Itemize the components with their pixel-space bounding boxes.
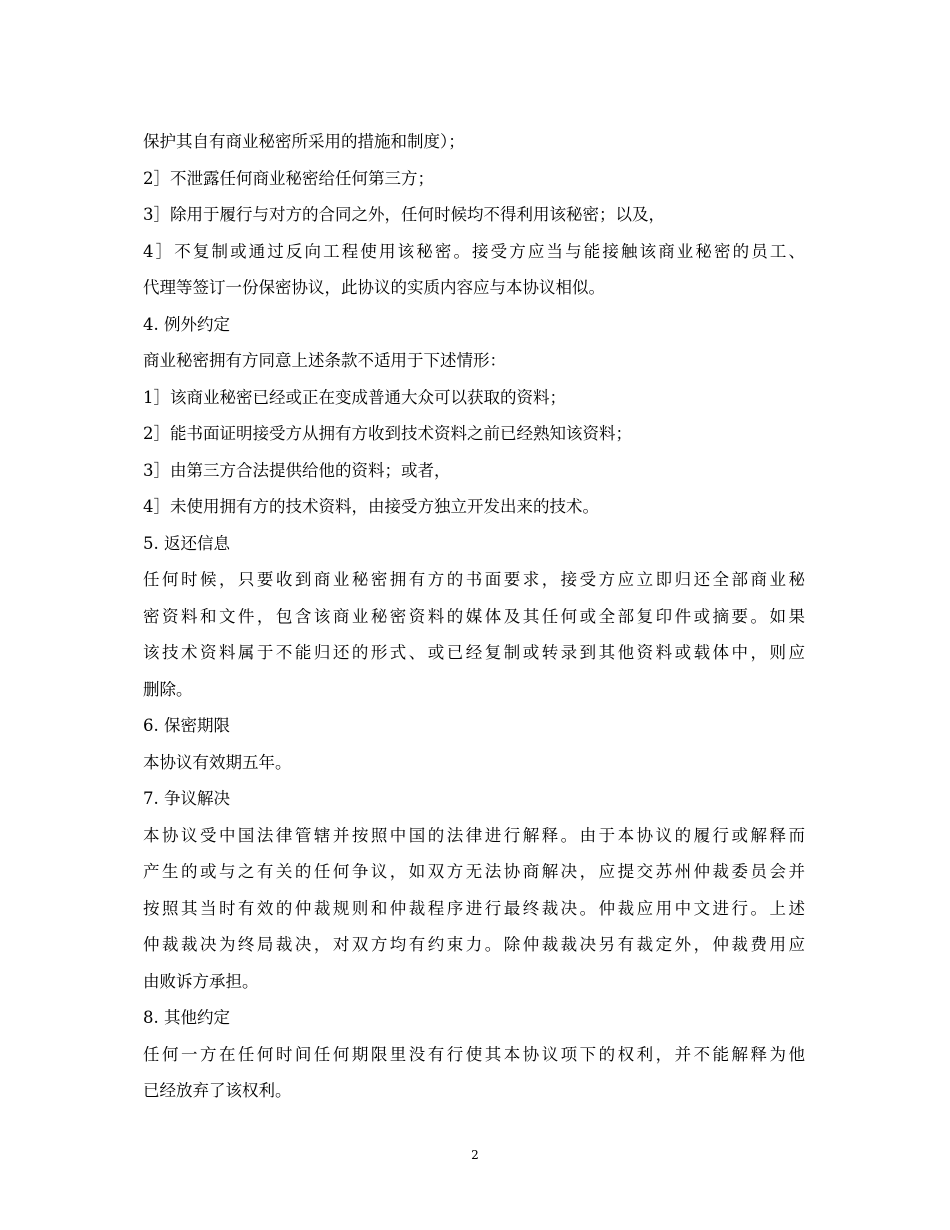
text-line: 删除。 [143, 679, 193, 699]
text-line: 保护其自有商业秘密所采用的措施和制度）； [143, 132, 465, 151]
text-line: 商业秘密拥有方同意上述条款不适用于下述情形： [143, 351, 506, 370]
text-line: 2］不泄露任何商业秘密给任何第三方； [143, 168, 434, 188]
text-line: 代理等签订一份保密协议，此协议的实质内容应与本协议相似。 [143, 278, 605, 297]
text-line: 任何一方在任何时间任何期限里没有行使其本协议项下的权利，并不能解释为他 [143, 1044, 805, 1064]
document-body [143, 124, 805, 1110]
text-line: 任何时候，只要收到商业秘密拥有方的书面要求，接受方应立即归还全部商业秘 [143, 570, 805, 589]
text-line: 4］未使用拥有方的技术资料，由接受方独立开发出来的技术。 [143, 497, 599, 516]
text-line: 4. 例外约定 [143, 314, 230, 334]
page-number: 2 [471, 1148, 479, 1162]
text-line: 该技术资料属于不能归还的形式、或已经复制或转录到其他资料或载体中，则应 [143, 643, 805, 662]
text-line: 6. 保密期限 [143, 716, 230, 735]
text-line: 本协议有效期五年。 [143, 752, 292, 772]
text-line: 1］该商业秘密已经或正在变成普通大众可以获取的资料； [143, 387, 566, 407]
text-line: 密资料和文件，包含该商业秘密资料的媒体及其任何或全部复印件或摘要。如果 [143, 606, 805, 626]
text-line: 5. 返还信息 [143, 533, 230, 553]
text-line: 3］由第三方合法提供给他的资料；或者， [143, 460, 451, 480]
text-line: 产生的或与之有关的任何争议，如双方无法协商解决，应提交苏州仲裁委员会并 [143, 862, 805, 881]
text-line: 本协议受中国法律管辖并按照中国的法律进行解释。由于本协议的履行或解释而 [143, 825, 805, 845]
text-line: 已经放弃了该权利。 [143, 1081, 292, 1100]
text-line: 8. 其他约定 [143, 1008, 230, 1027]
text-line: 3］除用于履行与对方的合同之外，任何时候均不得利用该秘密；以及， [143, 205, 665, 224]
text-line: 4］不复制或通过反向工程使用该秘密。接受方应当与能接触该商业秘密的员工、 [143, 241, 805, 261]
text-line: 仲裁裁决为终局裁决，对双方均有约束力。除仲裁裁决另有裁定外，仲裁费用应 [143, 935, 805, 954]
text-line: 按照其当时有效的仲裁规则和仲裁程序进行最终裁决。仲裁应用中文进行。上述 [143, 898, 805, 918]
text-line: 2］能书面证明接受方从拥有方收到技术资料之前已经熟知该资料； [143, 424, 632, 443]
text-line: 由败诉方承担。 [143, 971, 259, 991]
text-line: 7. 争议解决 [143, 789, 230, 808]
